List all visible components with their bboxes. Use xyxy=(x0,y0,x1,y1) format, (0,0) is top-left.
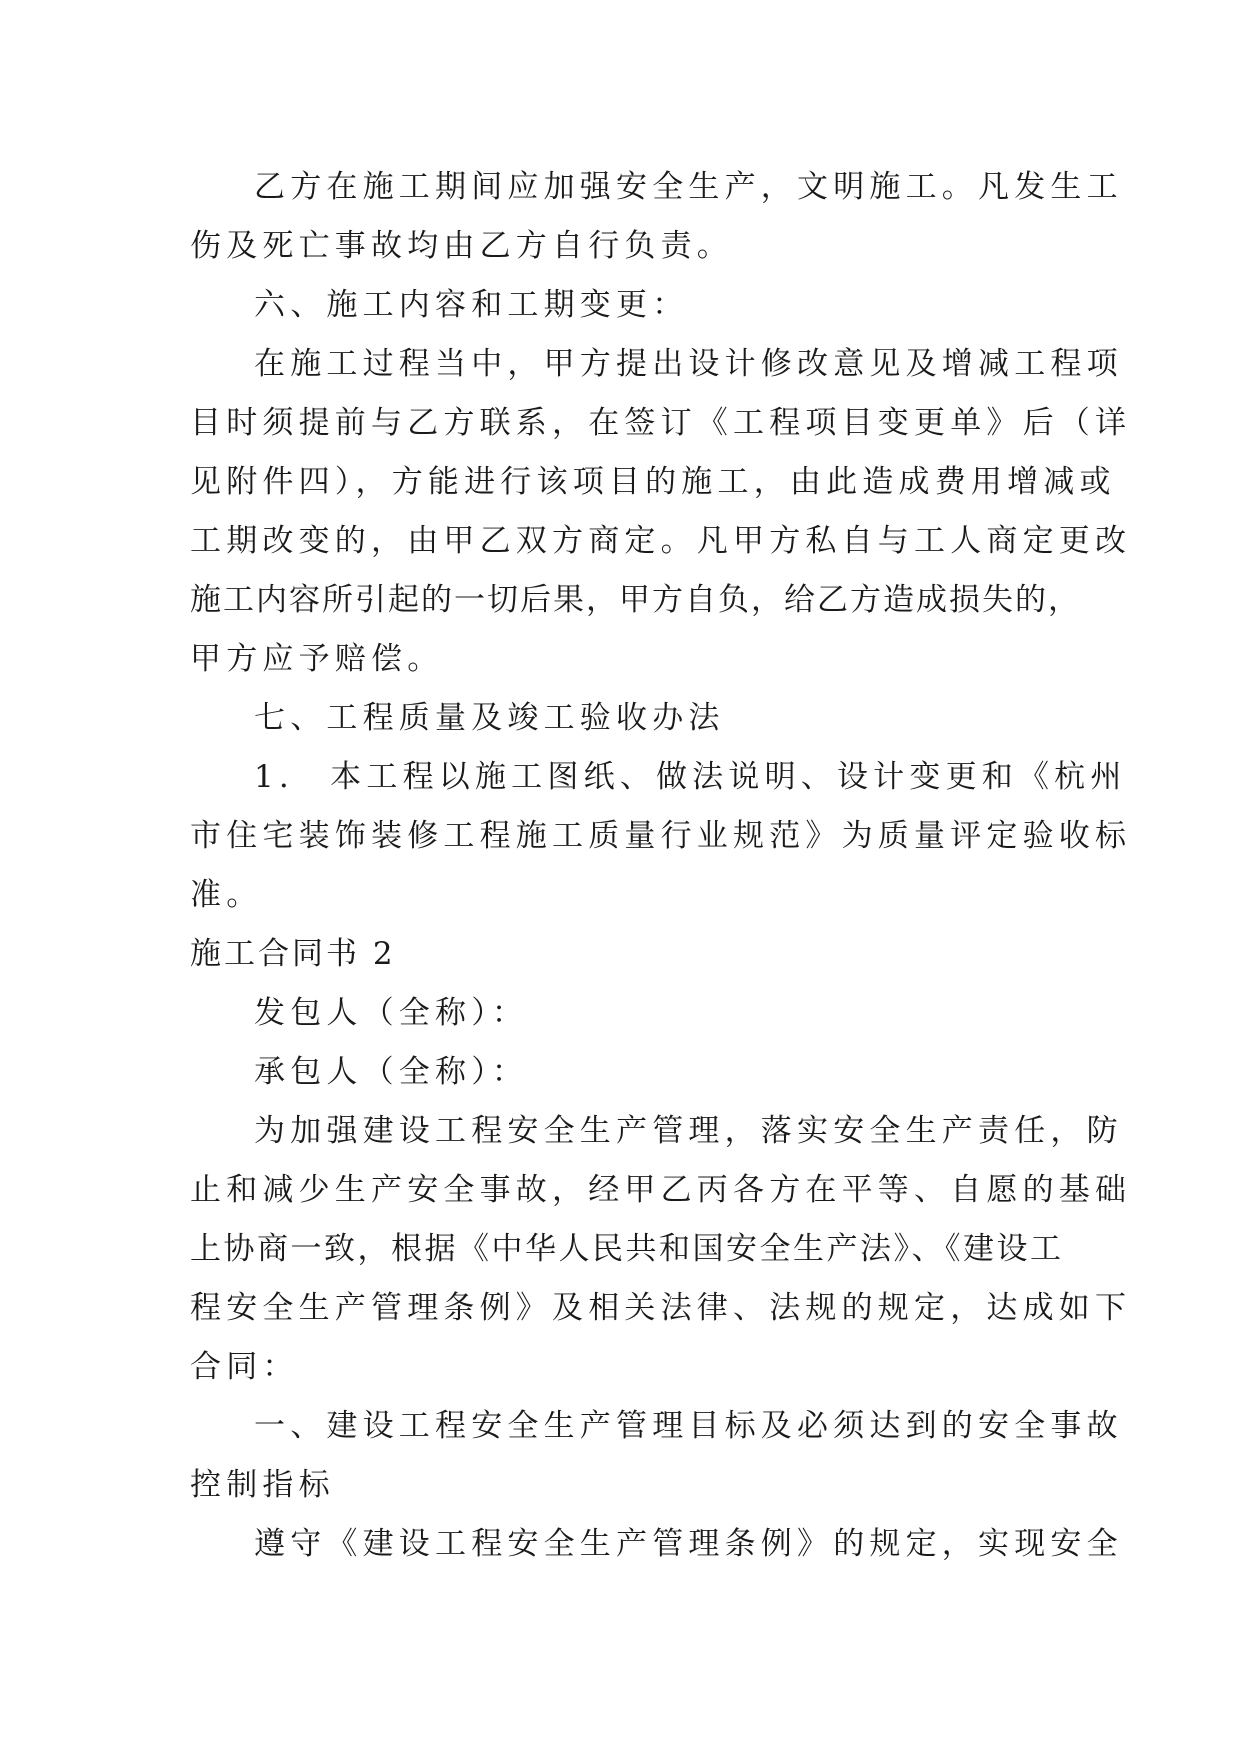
document-title: 施工合同书 2 xyxy=(190,936,396,972)
paragraph-line: 伤及死亡事故均由乙方自行负责。 xyxy=(190,228,733,264)
paragraph-line: 止和减少生产安全事故，经甲乙丙各方在平等、自愿的基础 xyxy=(190,1172,1132,1208)
section-heading: 一、建设工程安全生产管理目标及必须达到的安全事故 xyxy=(254,1408,1123,1444)
section-heading: 七、工程质量及竣工验收办法 xyxy=(254,700,725,736)
paragraph-line: 甲方应予赔偿。 xyxy=(190,641,444,677)
paragraph-line: 控制指标 xyxy=(190,1467,335,1503)
paragraph-line: 合同： xyxy=(190,1349,299,1385)
paragraph-line: 见附件四），方能进行该项目的施工，由此造成费用增减或 xyxy=(190,464,1116,500)
paragraph-line: 乙方在施工期间应加强安全生产，文明施工。凡发生工 xyxy=(254,169,1123,205)
section-heading: 六、施工内容和工期变更： xyxy=(254,287,689,323)
paragraph-line: 市住宅装饰装修工程施工质量行业规范》为质量评定验收标 xyxy=(190,818,1132,854)
paragraph-line: 1. 本工程以施工图纸、做法说明、设计变更和《杭州 xyxy=(254,759,1127,795)
paragraph-line: 施工内容所引起的一切后果，甲方自负，给乙方造成损失的， xyxy=(190,582,1081,618)
party-field: 承包人（全称）： xyxy=(254,1054,529,1090)
paragraph-line: 准。 xyxy=(190,877,263,913)
paragraph-line: 遵守《建设工程安全生产管理条例》的规定，实现安全 xyxy=(254,1526,1123,1562)
paragraph-line: 上协商一致，根据《中华人民共和国安全生产法》、《建设工 xyxy=(190,1231,1064,1267)
document-page xyxy=(190,158,1132,1574)
paragraph-line: 目时须提前与乙方联系，在签订《工程项目变更单》后（详 xyxy=(190,405,1132,441)
party-field: 发包人（全称）： xyxy=(254,995,529,1031)
paragraph-line: 为加强建设工程安全生产管理，落实安全生产责任，防 xyxy=(254,1113,1123,1149)
paragraph-line: 工期改变的，由甲乙双方商定。凡甲方私自与工人商定更改 xyxy=(190,523,1132,559)
paragraph-line: 在施工过程当中，甲方提出设计修改意见及增减工程项 xyxy=(254,346,1123,382)
paragraph-line: 程安全生产管理条例》及相关法律、法规的规定，达成如下 xyxy=(190,1290,1132,1326)
